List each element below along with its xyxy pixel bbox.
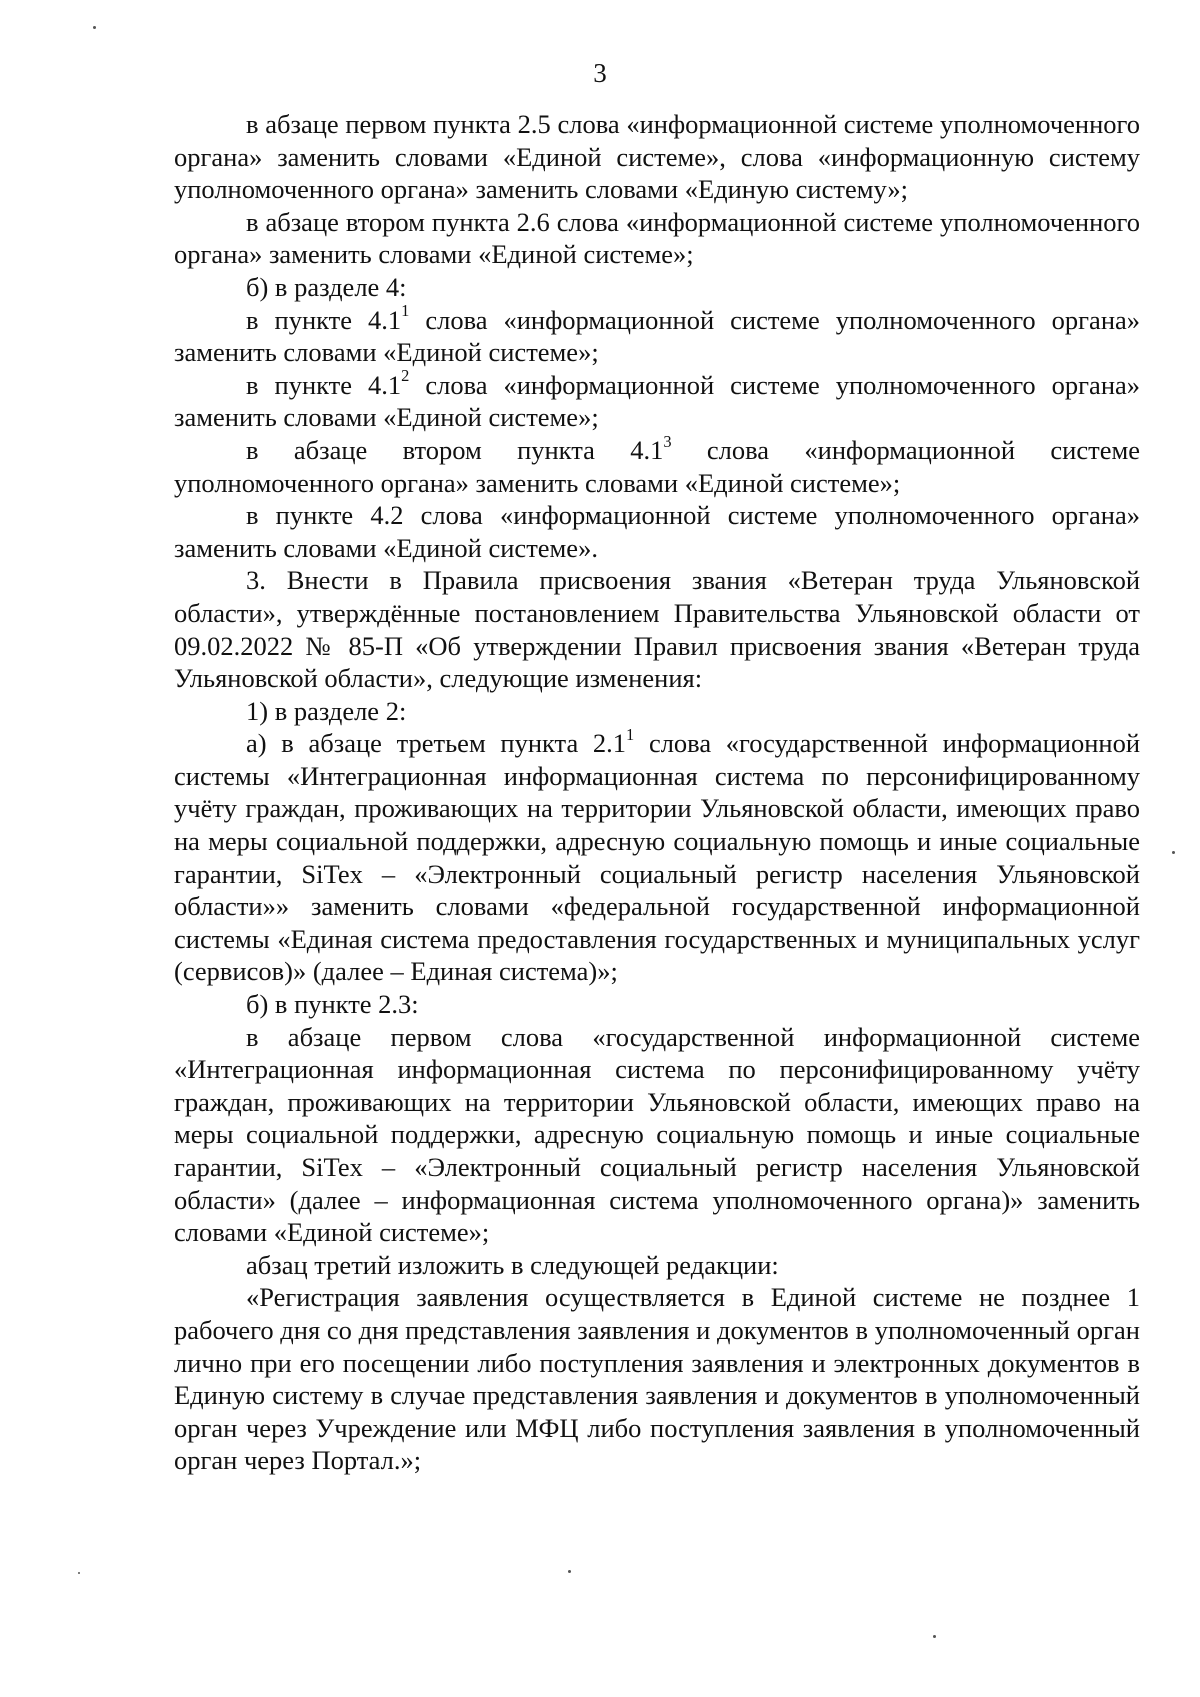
paragraph: «Регистрация заявления осуществляется в Единой системе не позднее 1 рабочего дня со дня представления заявления и документов в уполномоченный орган лично при его посещении либо поступления заявления и электронных документов в Единую систему в случае представления заявления и документов в уполномоченный орган через Учреждение или МФЦ либо поступления заявления в уполномоченный орган через Портал.»; [174, 1282, 1140, 1476]
paragraph-text: в абзаце втором пункта 4.1 [246, 434, 664, 465]
paragraph-text: в пункте 4.1 [246, 369, 402, 400]
scan-speck [78, 1572, 80, 1574]
paragraph: б) в разделе 4: [246, 271, 407, 302]
scan-speck [1172, 851, 1175, 854]
paragraph: 1) в разделе 2: [246, 695, 407, 726]
superscript: 1 [626, 725, 635, 744]
paragraph: б) в пункте 2.3: [246, 989, 419, 1020]
paragraph [174, 301, 1141, 369]
paragraph: в абзаце первом слова «государственной информационной системе «Интеграционная информационная система по персонифицированному учёту граждан, проживающих на территории Ульяновской области, имеющих право на меры социальной поддержки, адресную социальную помощь и иные социальные гарантии, SiTex – «Электронный социальный регистр населения Ульяновской области» (далее – информационная система уполномоченного органа)» заменить словами «Единой системе»; [174, 1021, 1140, 1248]
scan-speck [93, 26, 96, 29]
document-body [174, 108, 1140, 1477]
paragraph-text: слова «информационной системе уполномоченного органа» заменить словами «Единой системе»; [174, 434, 1140, 498]
paragraph-text: в пункте 4.1 [246, 304, 402, 335]
paragraph: в пункте 4.2 слова «информационной системе уполномоченного органа» заменить словами «Единой системе». [174, 500, 1140, 563]
paragraph-text: слова «информационной системе уполномоченного органа» заменить словами «Единой системе»; [174, 369, 1141, 433]
paragraph [174, 727, 1140, 988]
paragraph: в абзаце первом пункта 2.5 слова «информационной системе уполномоченного органа» заменить словами «Единой системе», слова «информационную систему уполномоченного органа» заменить словами «Единую систему»; [174, 109, 1140, 205]
paragraph: абзац третий изложить в следующей редакции: [246, 1249, 779, 1280]
scan-speck [568, 1570, 571, 1573]
superscript: 2 [401, 366, 410, 386]
paragraph: 3. Внести в Правила присвоения звания «Ветеран труда Ульяновской области», утверждённые постановлением Правительства Ульяновской области от 09.02.2022 № 85-П «Об утверждении Правил присвоения звания «Ветеран труда Ульяновской области», следующие изменения: [174, 565, 1140, 694]
paragraph: в абзаце втором пункта 2.6 слова «информационной системе уполномоченного органа» заменить словами «Единой системе»; [174, 206, 1140, 270]
page-number: 3 [593, 58, 607, 88]
paragraph-text: слова «государственной информационной системы «Интеграционная информационная система по персонифицированному учёту граждан, проживающих на территории Ульяновской области, имеющих право на меры социальной поддержки, адресную социальную помощь и иные социальные гарантии, SiTex – «Электронный социальный регистр населения Ульяновской области»» заменить словами «федеральной государственной информационной системы «Единая система предоставления государственных и муниципальных услуг (сервисов)» (далее – Единая система)»; [174, 728, 1140, 987]
paragraph-text: а) в абзаце третьем пункта 2.1 [246, 728, 627, 759]
superscript: 1 [401, 301, 410, 321]
scan-speck [933, 1635, 936, 1638]
superscript: 3 [663, 431, 672, 451]
paragraph [174, 366, 1141, 434]
paragraph [174, 431, 1140, 499]
paragraph-text: слова «информационной системе уполномоченного органа» заменить словами «Единой системе»; [174, 304, 1141, 368]
